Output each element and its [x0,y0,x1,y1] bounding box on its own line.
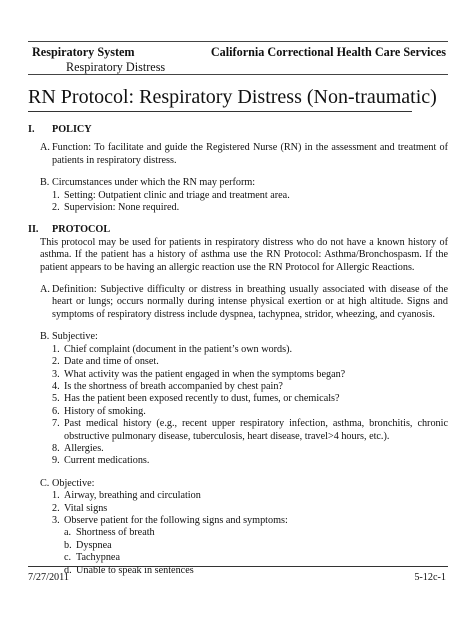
list-text: Past medical history (e.g., recent upper respiratory infection, asthma, bronchitis, chronic obstructive pulmonary disease, tuberculosis, heart disease, travel>4 hours, etc.). [64,418,448,442]
list-letter: d. [64,564,72,576]
list-number: 2. [52,202,60,214]
list-number: 2. [52,356,60,368]
list-item [28,202,448,214]
list-item [28,515,448,527]
sub-list-item [28,540,448,552]
item-label: B. [40,331,50,343]
item-text: Subjective: [52,331,98,343]
list-letter: c. [64,552,72,564]
list-number: 9. [52,455,60,467]
list-letter: a. [64,527,72,539]
protocol-definition [28,284,448,321]
section-number: II. [28,224,39,236]
list-item [28,369,448,381]
list-text: Current medications. [64,455,150,467]
header-system-title: Respiratory System [32,45,135,59]
list-item [28,190,448,202]
list-text: Has the patient been exposed recently to dust, fumes, or chemicals? [64,393,340,405]
item-text: Function: To facilitate and guide the Registered Nurse (RN) in the assessment and treatment of patients in respiratory distress. [52,142,448,166]
list-number: 5. [52,393,60,405]
list-number: 2. [52,502,60,514]
list-number: 7. [52,418,60,430]
list-text: Is the shortness of breath accompanied by chest pain? [64,380,283,392]
protocol-subjective [28,331,448,343]
list-item [28,344,448,356]
list-item [28,393,448,405]
list-item [28,490,448,502]
list-number: 1. [52,189,60,201]
list-item [28,418,448,443]
list-text: Tachypnea [76,552,120,564]
list-number: 8. [52,442,60,454]
policy-function [28,142,448,167]
list-text: Airway, breathing and circulation [64,490,201,502]
item-label: C. [40,477,50,489]
protocol-objective [28,478,448,490]
footer-page-number: 5-12c-1 [414,572,446,583]
section-number: I. [28,124,35,135]
list-text: Shortness of breath [76,527,155,539]
list-text: Supervision: None required. [64,202,180,214]
list-number: 3. [52,514,60,526]
list-letter: b. [64,539,72,551]
list-text: Allergies. [64,442,104,454]
list-item [28,443,448,455]
item-text: Circumstances under which the RN may perform: [52,177,256,189]
list-item [28,356,448,368]
protocol-intro: This protocol may be used for patients in respiratory distress who do not have a known history of asthma. If the patient has a history of asthma use the RN Protocol: Asthma/Bronchospasm. If the patient appears to be having an allergic reaction use the RN Protocol for Allergic Reactions. [40,236,448,273]
sub-list-item [28,552,448,564]
footer-divider [28,566,448,567]
section-policy-heading [28,124,448,136]
header-organization: California Correctional Health Care Services [210,45,446,59]
list-text: Dyspnea [76,539,112,551]
list-number: 6. [52,405,60,417]
list-number: 1. [52,490,60,502]
list-number: 1. [52,343,60,355]
footer-date: 7/27/2011 [28,572,69,583]
section-protocol-heading [28,224,448,236]
item-label: A. [40,284,50,296]
page-title: RN Protocol: Respiratory Distress (Non-traumatic) [28,86,437,108]
title-divider [28,111,412,112]
list-item [28,406,448,418]
section-title: POLICY [52,124,92,135]
item-text: Definition: Subjective difficulty or distress in breathing usually associated with disease of the heart or lungs; occurs normally during intense physical exertion or at high altitude. Signs and symptoms of respiratory distress include dyspnea, tachypnea, stridor, wheezing, and cyanosis. [52,284,448,320]
list-text: Date and time of onset. [64,356,159,368]
list-text: History of smoking. [64,405,146,417]
list-text: Setting: Outpatient clinic and triage and treatment area. [64,189,290,201]
item-label: A. [40,142,50,154]
header-subtitle: Respiratory Distress [66,60,166,74]
list-text: What activity was the patient engaged in when the symptoms began? [64,368,346,380]
document-body [28,120,448,577]
sub-list-item [28,527,448,539]
list-item [28,455,448,467]
list-number: 4. [52,380,60,392]
list-text: Vital signs [64,502,108,514]
list-text: Unable to speak in sentences [76,564,194,576]
item-text: Objective: [52,477,95,489]
list-item [28,381,448,393]
section-title: PROTOCOL [52,224,111,236]
policy-circumstances [28,177,448,189]
item-label: B. [40,177,50,189]
list-text: Chief complaint (document in the patient’s own words). [64,343,293,355]
list-item [28,503,448,515]
list-text: Observe patient for the following signs and symptoms: [64,514,288,526]
list-number: 3. [52,368,60,380]
